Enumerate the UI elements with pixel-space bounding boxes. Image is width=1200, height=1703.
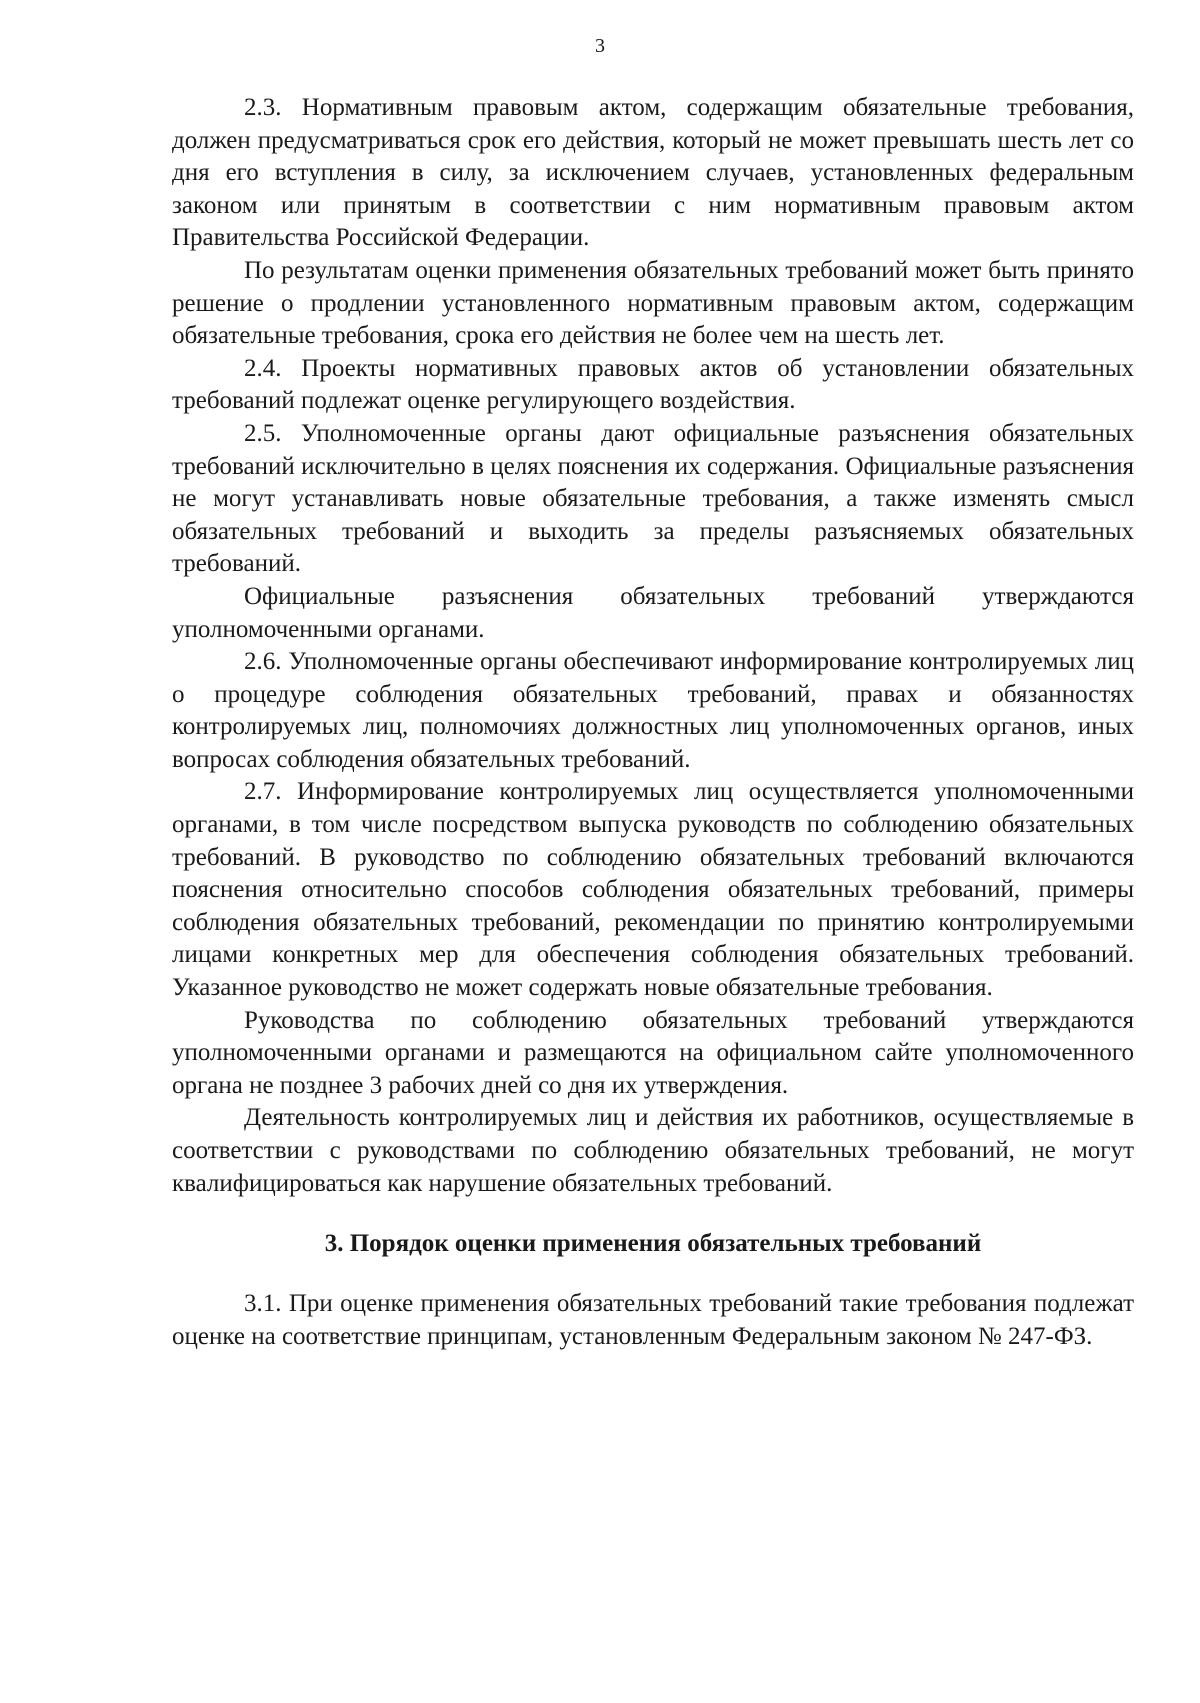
- paragraph-2-3-extension: По результатам оценки применения обязательных требований может быть принято решение о продлении установленного нормативным правовым актом, содержащим обязательные требования, срока его действия не более чем на шесть лет.: [172, 256, 1134, 350]
- paragraph-3-1: 3.1. При оценке применения обязательных требований такие требования подлежат оценке на соответствие принципам, установленным Федеральным законом № 247-ФЗ.: [172, 1290, 1134, 1350]
- paragraph-2-7-guides: Руководства по соблюдению обязательных требований утверждаются уполномоченными органами и размещаются на официальном сайте уполномоченного органа не позднее 3 рабочих дней со дня их утверждения.: [172, 1006, 1134, 1099]
- section-heading: 3. Порядок оценки применения обязательных требований: [324, 1230, 982, 1258]
- paragraph-2-7: 2.7. Информирование контролируемых лиц осуществляется уполномоченными органами, в том числе посредством выпуска руководств по соблюдению обязательных требований. В руководство по соблюдению обязательных требований включаются пояснения относительно способов соблюдения обязательных требований, примеры соблюдения обязательных требований, рекомендации по принятию контролируемыми лицами конкретных мер для обеспечения соблюдения обязательных требований. Указанное руководство не может содержать новые обязательные требования.: [172, 778, 1134, 1002]
- paragraph-2-6: 2.6. Уполномоченные органы обеспечивают информирование контролируемых лиц о процедуре соблюдения обязательных требований, правах и обязанностях контролируемых лиц, полномочиях должностных лиц уполномоченных органов, иных вопросах соблюдения обязательных требований.: [172, 648, 1134, 773]
- paragraph-2-4: 2.4. Проекты нормативных правовых актов об установлении обязательных требований подлежат оценке регулирующего воздействия.: [172, 354, 1134, 415]
- paragraph-2-3: 2.3. Нормативным правовым актом, содержащим обязательные требования, должен предусматриваться срок его действия, который не может превышать шесть лет со дня его вступления в силу, за исключением случаев, установленных федеральным законом или принятым в соответствии с ним нормативным правовым актом Правительства Российской Федерации.: [172, 94, 1134, 252]
- document-body: [172, 92, 1134, 1353]
- paragraph-2-7-activity: Деятельность контролируемых лиц и действия их работников, осуществляемые в соответствии с руководствами по соблюдению обязательных требований, не могут квалифицироваться как нарушение обязательных требований.: [172, 1104, 1134, 1197]
- paragraph-2-5-approval: Официальные разъяснения обязательных требований утверждаются уполномоченными органами.: [172, 582, 1134, 643]
- paragraph-2-5: 2.5. Уполномоченные органы дают официальные разъяснения обязательных требований исключительно в целях пояснения их содержания. Официальные разъяснения не могут устанавливать новые обязательные требования, а также изменять смысл обязательных требований и выходить за пределы разъясняемых обязательных требований.: [172, 419, 1134, 578]
- page-number: 3: [595, 35, 605, 57]
